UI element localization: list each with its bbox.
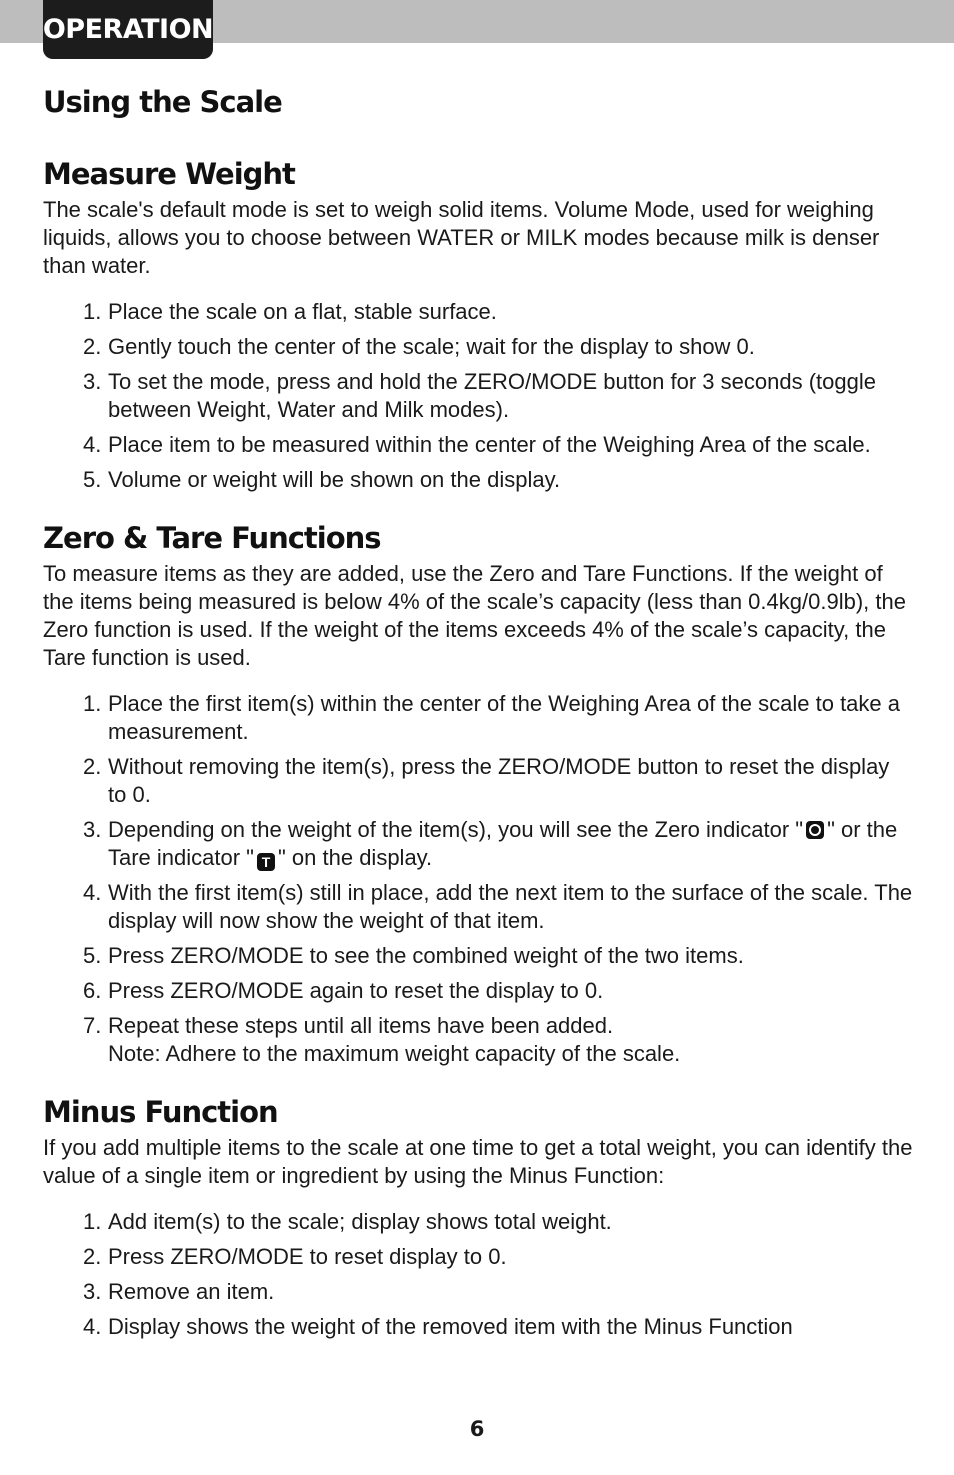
step-number: 3. — [83, 1279, 102, 1304]
minus-function-steps — [43, 1208, 913, 1341]
step-text — [108, 1012, 913, 1068]
step-text: Add item(s) to the scale; display shows total weight. — [108, 1209, 612, 1234]
list-item — [83, 368, 913, 424]
step-number: 6. — [83, 978, 102, 1003]
step-text: Without removing the item(s), press the ZERO/MODE button to reset the display to 0. — [108, 754, 890, 807]
step-text-part: Depending on the weight of the item(s), you will see the Zero indicator " — [108, 817, 804, 842]
list-item — [83, 690, 913, 746]
step-number: 3. — [83, 369, 102, 394]
step-text: Place the first item(s) within the center of the Weighing Area of the scale to take a measurement. — [108, 691, 900, 744]
step-text: Remove an item. — [108, 1279, 275, 1304]
step-number: 2. — [83, 754, 102, 779]
step-text: Place item to be measured within the center of the Weighing Area of the scale. — [108, 432, 871, 457]
step-text: To set the mode, press and hold the ZERO/MODE button for 3 seconds (toggle between Weight, Water and Milk modes). — [108, 369, 876, 422]
step-number: 4. — [83, 880, 102, 905]
measure-weight-intro: The scale's default mode is set to weigh solid items. Volume Mode, used for weighing liquids, allows you to choose between WATER or MILK modes because milk is denser than water. — [43, 197, 880, 278]
step-text-part: " or the Tare indicator " — [108, 817, 898, 870]
zero-tare-section — [43, 516, 913, 1068]
step-text: Volume or weight will be shown on the display. — [108, 467, 561, 492]
step-number: 2. — [83, 1244, 102, 1269]
list-item — [83, 879, 913, 935]
list-item — [83, 977, 913, 1005]
step-number: 7. — [83, 1013, 102, 1038]
measure-weight-section — [43, 152, 913, 494]
page-title: Using the Scale — [43, 85, 282, 119]
step-number: 5. — [83, 943, 102, 968]
list-item — [83, 753, 913, 809]
step-number: 5. — [83, 467, 102, 492]
list-item — [83, 333, 913, 361]
step-text: Display shows the weight of the removed item with the Minus Function — [108, 1314, 793, 1339]
list-item — [83, 1313, 913, 1341]
list-item — [83, 816, 913, 872]
tare-indicator-icon: T — [257, 853, 275, 871]
list-item — [83, 1278, 913, 1306]
step-number: 1. — [83, 691, 102, 716]
zero-indicator-icon — [806, 821, 824, 839]
list-item — [83, 1012, 913, 1068]
step-number: 2. — [83, 334, 102, 359]
list-item — [83, 466, 913, 494]
list-item — [83, 942, 913, 970]
minus-function-section — [43, 1090, 913, 1341]
zero-tare-intro: To measure items as they are added, use the Zero and Tare Functions. If the weight of the items being measured is below 4% of the scale’s capacity (less than 0.4kg/0.9lb), the Zero function is used. If the weight of the items exceeds 4% of the scale’s capacity, the Tare function is used. — [43, 561, 906, 670]
list-item — [83, 1243, 913, 1271]
zero-tare-heading: Zero & Tare Functions — [43, 521, 381, 555]
zero-tare-steps — [43, 690, 913, 1068]
step-text — [108, 816, 913, 872]
minus-function-intro: If you add multiple items to the scale at one time to get a total weight, you can identify the value of a single item or ingredient by using the Minus Function: — [43, 1135, 913, 1188]
step-note: Note: Adhere to the maximum weight capacity of the scale. — [108, 1041, 681, 1066]
list-item — [83, 298, 913, 326]
step-text: Press ZERO/MODE to reset display to 0. — [108, 1244, 507, 1269]
minus-function-heading: Minus Function — [43, 1095, 278, 1129]
list-item — [83, 431, 913, 459]
step-text: Place the scale on a flat, stable surface. — [108, 299, 497, 324]
step-number: 1. — [83, 299, 102, 324]
step-number: 1. — [83, 1209, 102, 1234]
step-text-part: " on the display. — [278, 845, 433, 870]
step-number: 4. — [83, 432, 102, 457]
list-item — [83, 1208, 913, 1236]
step-text: Press ZERO/MODE again to reset the display to 0. — [108, 978, 604, 1003]
step-number: 4. — [83, 1314, 102, 1339]
section-tab — [43, 0, 213, 59]
step-text: Press ZERO/MODE to see the combined weight of the two items. — [108, 943, 744, 968]
step-text: Gently touch the center of the scale; wait for the display to show 0. — [108, 334, 755, 359]
page-number: 6 — [469, 1417, 485, 1441]
measure-weight-heading: Measure Weight — [43, 157, 295, 191]
measure-weight-steps — [43, 298, 913, 494]
step-text-part: Repeat these steps until all items have been added. — [108, 1013, 614, 1038]
step-number: 3. — [83, 817, 102, 842]
page-content — [43, 80, 913, 1348]
section-tab-label: OPERATION — [42, 14, 214, 45]
step-text: With the first item(s) still in place, add the next item to the surface of the scale. The display will now show the weight of that item. — [108, 880, 913, 933]
